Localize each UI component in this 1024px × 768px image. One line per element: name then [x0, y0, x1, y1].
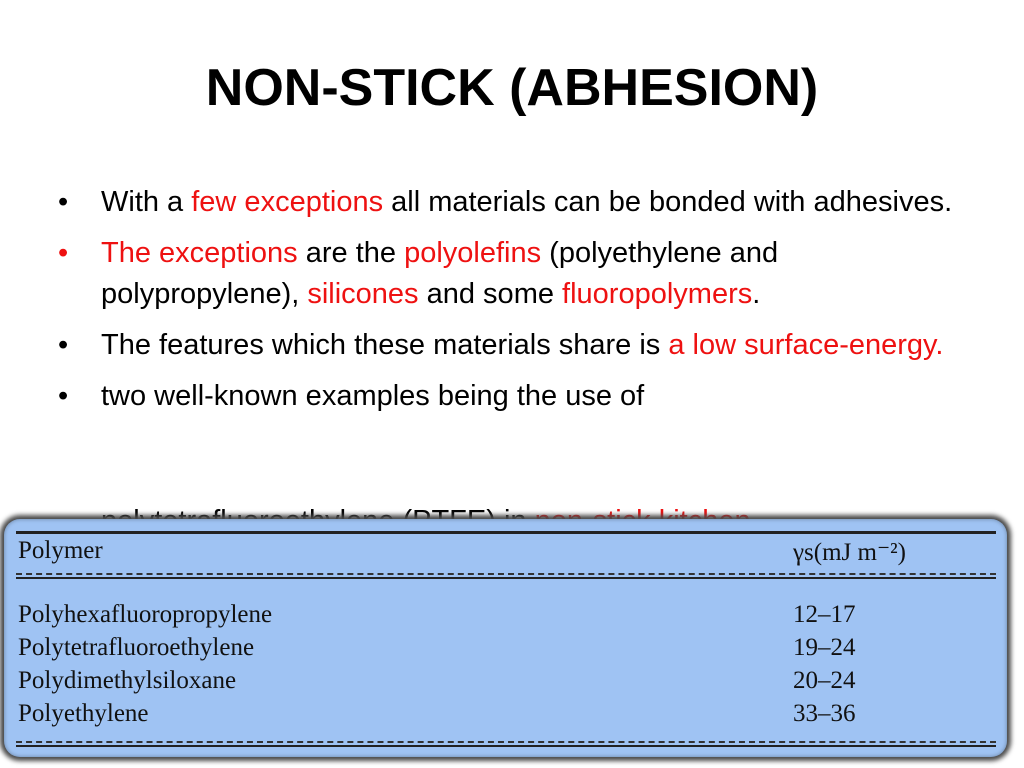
bullet-text-segment: With a	[101, 186, 192, 218]
bullet-highlight-segment: few exceptions	[191, 186, 384, 218]
bullet-item	[58, 233, 978, 315]
bullet-text-segment: are the	[297, 237, 405, 269]
table-row	[4, 601, 1004, 634]
bullet-item	[58, 182, 978, 223]
bullet-marker: •	[58, 380, 69, 412]
table-top-rule	[16, 531, 996, 534]
bullet-highlight-segment: a low surface-energy.	[668, 329, 944, 361]
polymer-cell: Polyethylene	[18, 700, 149, 727]
table-row	[4, 634, 1004, 667]
table-bottom-rule	[16, 741, 996, 743]
bullet-item	[58, 325, 978, 366]
table-bottom-rule	[16, 745, 996, 747]
polymer-cell: Polytetrafluoroethylene	[18, 634, 255, 661]
bullet-highlight-segment: fluoropolymers	[562, 278, 753, 310]
column-header-surface-energy: γs(mJ m⁻²)	[793, 539, 906, 566]
bullet-highlight-segment: silicones	[307, 278, 419, 310]
bullet-marker: •	[58, 186, 69, 218]
surface-energy-table	[4, 519, 1007, 757]
bullet-marker: •	[58, 237, 69, 269]
bullet-text-segment: The features which these materials share is	[101, 329, 669, 361]
table-header-rule	[16, 577, 996, 579]
bullet-text-segment: two well-known examples being the use of	[101, 380, 645, 412]
table-row	[4, 667, 1004, 700]
bullet-text-segment: and some	[418, 278, 563, 310]
slide-title: NON-STICK (ABHESION)	[205, 59, 819, 117]
bullet-highlight-segment: polyolefins	[404, 237, 542, 269]
bullet-item	[58, 376, 978, 417]
bullet-text-segment: .	[752, 278, 761, 310]
polymer-cell: Polydimethylsiloxane	[18, 667, 237, 694]
bullet-highlight-segment: The exceptions	[101, 237, 298, 269]
energy-cell: 19–24	[793, 634, 856, 661]
energy-cell: 33–36	[793, 700, 856, 727]
energy-cell: 20–24	[793, 667, 856, 694]
table-row	[4, 700, 1004, 733]
polymer-cell: Polyhexafluoropropylene	[18, 601, 273, 628]
bullet-text-segment: (polyethylene and polypropylene),	[101, 237, 779, 310]
column-header-polymer: Polymer	[18, 537, 103, 564]
bullet-text-segment: all materials can be bonded with adhesives.	[383, 186, 953, 218]
bullet-list	[58, 182, 978, 427]
table-header-rule	[16, 573, 996, 575]
bullet-marker: •	[58, 329, 69, 361]
energy-cell: 12–17	[793, 601, 856, 628]
